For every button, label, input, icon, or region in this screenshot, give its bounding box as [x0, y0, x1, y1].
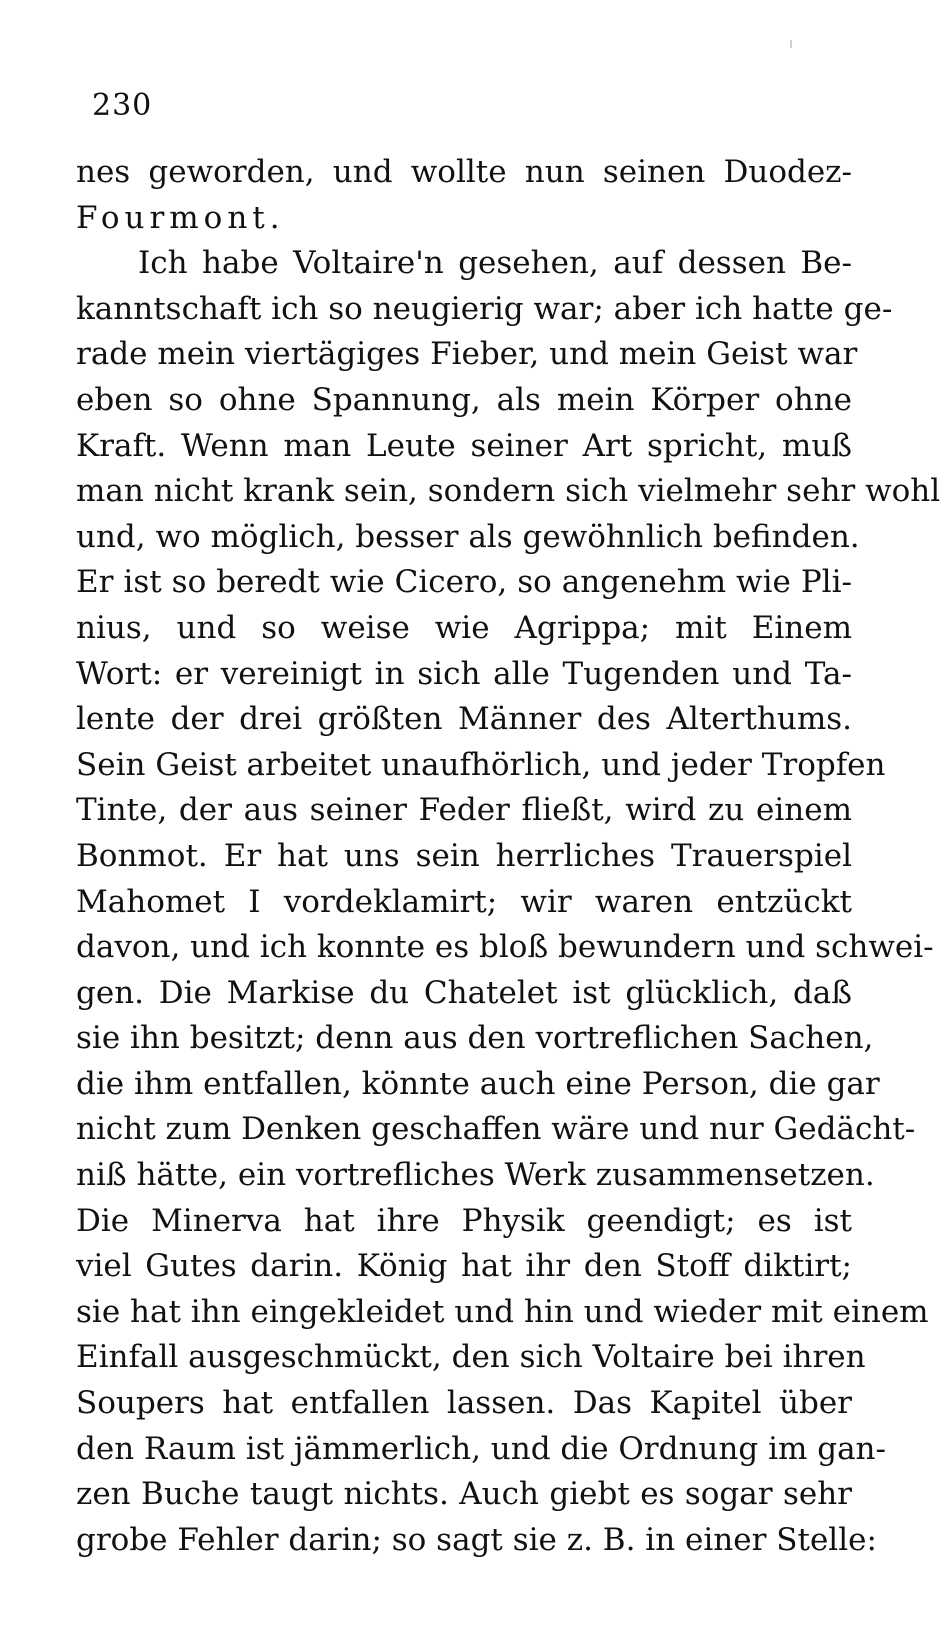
body-text — [76, 150, 940, 1558]
text-line: Kraft. Wenn man Leute seiner Art spricht, muß — [76, 427, 852, 464]
text-line: zen Buche taugt nichts. Auch giebt es sogar sehr — [76, 1476, 852, 1513]
text-line: Bonmot. Er hat uns sein herrliches Trauerspiel — [76, 837, 852, 874]
text-line: sie ihn besitzt; denn aus den vortreflichen Sachen, — [76, 1020, 874, 1057]
text-line: den Raum ist jämmerlich, und die Ordnung im gan- — [76, 1430, 886, 1467]
text-line: davon, und ich konnte es bloß bewundern und schwei- — [76, 929, 934, 966]
text-line: Fourmont. — [76, 199, 285, 236]
paper-speck — [790, 40, 792, 48]
text-line: Mahomet I vordeklamirt; wir waren entzückt — [76, 883, 852, 920]
text-line: niß hätte, ein vortrefliches Werk zusammensetzen. — [76, 1157, 875, 1194]
text-line: Wort: er vereinigt in sich alle Tugenden und Ta- — [76, 655, 852, 692]
text-line: viel Gutes darin. König hat ihr den Stoff diktirt; — [76, 1248, 852, 1285]
text-line: sie hat ihn eingekleidet und hin und wieder mit einem — [76, 1293, 929, 1330]
text-line: Die Minerva hat ihre Physik geendigt; es ist — [76, 1202, 852, 1239]
text-line: Ich habe Voltaire'n gesehen, auf dessen Be- — [138, 245, 852, 282]
text-line: nes geworden, und wollte nun seinen Duodez- — [76, 154, 852, 190]
text-line: Soupers hat entfallen lassen. Das Kapitel über — [76, 1385, 852, 1422]
text-line: nius, und so weise wie Agrippa; mit Einem — [76, 609, 852, 646]
text-line: Einfall ausgeschmückt, den sich Voltaire bei ihren — [76, 1339, 866, 1376]
text-line: grobe Fehler darin; so sagt sie z. B. in einer Stelle: — [76, 1521, 877, 1558]
text-line: eben so ohne Spannung, als mein Körper ohne — [76, 381, 852, 418]
text-line: gen. Die Markise du Chatelet ist glücklich, daß — [76, 974, 852, 1011]
text-line: Er ist so beredt wie Cicero, so angenehm wie Pli- — [76, 564, 852, 601]
text-line: man nicht krank sein, sondern sich vielmehr sehr wohl — [76, 473, 940, 510]
text-line: nicht zum Denken geschaffen wäre und nur Gedächt- — [76, 1111, 916, 1148]
text-line: rade mein viertägiges Fieber, und mein Geist war — [76, 336, 858, 373]
text-line: Sein Geist arbeitet unaufhörlich, und jeder Tropfen — [76, 746, 886, 783]
text-line: und, wo möglich, besser als gewöhnlich befinden. — [76, 518, 860, 555]
text-line: kanntschaft ich so neugierig war; aber ich hatte ge- — [76, 290, 893, 327]
text-line: lente der drei größten Männer des Alterthums. — [76, 701, 852, 738]
text-line: Tinte, der aus seiner Feder fließt, wird zu einem — [76, 792, 852, 829]
page-number: 230 — [92, 88, 153, 123]
text-line: die ihm entfallen, könnte auch eine Person, die gar — [76, 1065, 880, 1102]
